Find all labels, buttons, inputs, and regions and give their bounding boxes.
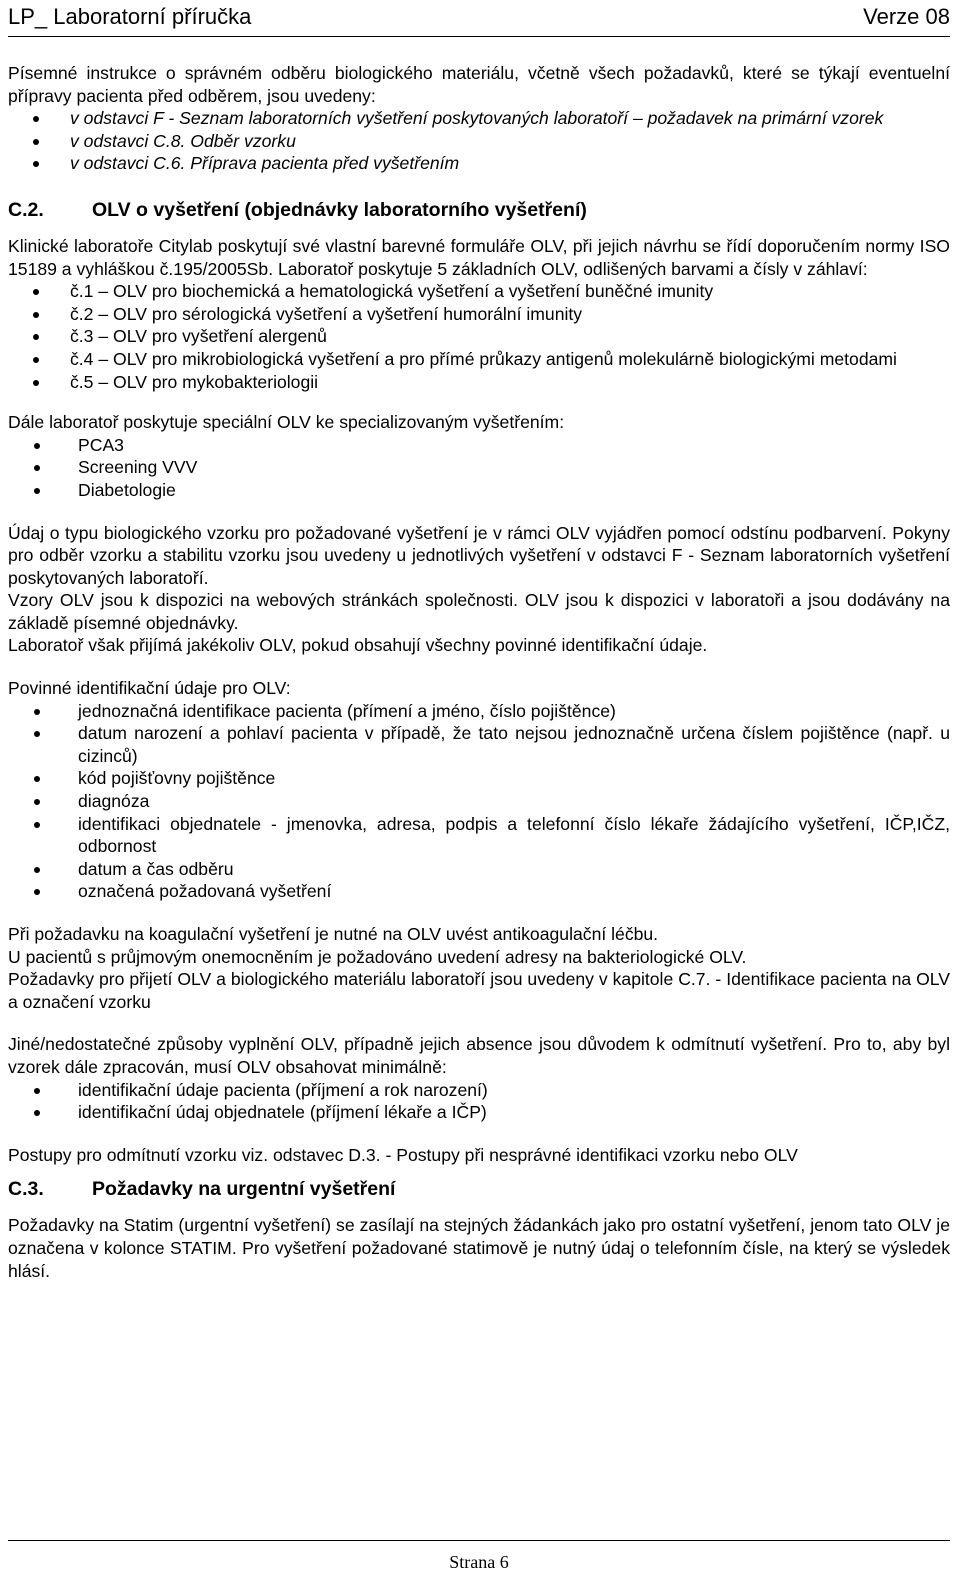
section-title: OLV o vyšetření (objednávky laboratorního vyšetření) [92,198,587,221]
page-content [8,62,950,1282]
special-olv-list [8,434,950,502]
required-data-list [8,700,950,903]
list-item: č.5 – OLV pro mykobakteriologii [8,371,950,394]
list-item: datum a čas odběru [8,858,950,881]
page-header [8,2,950,37]
header-title: LP_ Laboratorní příručka [8,4,252,29]
paragraph: Klinické laboratoře Citylab poskytují své vlastní barevné formuláře OLV, při jejich návrhu se řídí doporučením normy ISO 15189 a vyhláškou č.195/2005Sb. Laboratoř poskytuje 5 základních OLV, odlišených barvami a čísly v záhlaví: [8,235,950,279]
list-item: datum narození a pohlaví pacienta v případě, že tato nejsou jednoznačně určena číslem pojištěnce (např. u cizinců) [8,722,950,767]
paragraph: Laboratoř však přijímá jakékoliv OLV, pokud obsahují všechny povinné identifikační údaje. [8,635,708,656]
list-item: č.3 – OLV pro vyšetření alergenů [8,325,950,348]
list-item: identifikační údaje pacienta (příjmení a rok narození) [8,1079,950,1102]
section-number: C.3. [8,1178,44,1201]
paragraph: Požadavky pro přijetí OLV a biologického materiálu laboratoří jsou uvedeny v kapitole C.7. - Identifikace pacienta na OLV a označení vzorku [8,969,950,1012]
list-item: označená požadovaná vyšetření [8,880,950,903]
list-item: identifikaci objednatele - jmenovka, adresa, podpis a telefonní číslo lékaře žádajícího vyšetření, IČP,IČZ, odbornost [8,813,950,858]
list-item: identifikační údaj objednatele (příjmení lékaře a IČP) [8,1101,950,1124]
list-item: č.2 – OLV pro sérologická vyšetření a vyšetření humorální imunity [8,303,950,326]
list-item: jednoznačná identifikace pacienta (přímení a jméno, číslo pojištěnce) [8,700,950,723]
document-page [8,0,950,1589]
paragraph: Dále laboratoř poskytuje speciální OLV ke specializovaným vyšetřením: [8,412,565,433]
intro-paragraph: Písemné instrukce o správném odběru biologického materiálu, včetně všech požadavků, které se týkají eventuelní přípravy pacienta před odběrem, jsou uvedeny: [8,63,950,106]
paragraph: Požadavky na Statim (urgentní vyšetření) se zasílají na stejných žádankách jako pro ostatní vyšetření, jenom tato OLV je označena v kolonce STATIM. Pro vyšetření požadované statimově je nutný údaj o telefonním čísle, na který se výsledek hlásí. [8,1215,950,1281]
minimum-data-list [8,1079,950,1124]
paragraph: Postupy pro odmítnutí vzorku viz. odstavec D.3. - Postupy při nesprávné identifikaci vzorku nebo OLV [8,1144,798,1165]
list-item: PCA3 [8,434,950,457]
paragraph: Při požadavku na koagulační vyšetření je nutné na OLV uvést antikoagulační léčbu. [8,924,659,944]
olv-forms-list [8,280,950,393]
list-item: č.4 – OLV pro mikrobiologická vyšetření a pro přímé průkazy antigenů molekulárně biologickými metodami [8,348,950,371]
section-number: C.2. [8,198,44,221]
section-heading-c2 [8,197,950,223]
paragraph: Jiné/nedostatečné způsoby vyplnění OLV, případně jejich absence jsou důvodem k odmítnutí vyšetření. Pro to, aby byl vzorek dále zpracován, musí OLV obsahovat minimálně: [8,1034,950,1077]
paragraph: Údaj o typu biologického vzorku pro požadované vyšetření je v rámci OLV vyjádřen pomocí odstínu podbarvení. Pokyny pro odběr vzorku a stabilitu vzorku jsou uvedeny u jednotlivých vyšetření v odstavci F - Seznam laboratorních vyšetření poskytovaných laboratoří. [8,522,950,588]
page-number: Strana 6 [449,1552,509,1572]
paragraph: Povinné identifikační údaje pro OLV: [8,678,291,699]
list-item: kód pojišťovny pojištěnce [8,767,950,790]
paragraph: Vzory OLV jsou k dispozici na webových stránkách společnosti. OLV jsou k dispozici v laboratoři a jsou dodávány na základě písemné objednávky. [8,590,950,633]
section-heading-c3 [8,1176,950,1202]
intro-list [8,107,950,175]
list-item: Diabetologie [8,479,950,502]
list-item: diagnóza [8,790,950,813]
list-item: Screening VVV [8,456,950,479]
list-item: č.1 – OLV pro biochemická a hematologická vyšetření a vyšetření buněčné imunity [8,280,950,303]
header-version: Verze 08 [863,4,950,29]
list-item: v odstavci C.8. Odběr vzorku [8,130,950,153]
section-title: Požadavky na urgentní vyšetření [92,1178,396,1201]
list-item: v odstavci C.6. Příprava pacienta před vyšetřením [8,152,950,175]
page-footer [8,1540,950,1581]
list-item: v odstavci F - Seznam laboratorních vyšetření poskytovaných laboratoří – požadavek na primární vzorek [8,107,950,130]
paragraph: U pacientů s průjmovým onemocněním je požadováno uvedení adresy na bakteriologické OLV. [8,946,747,967]
